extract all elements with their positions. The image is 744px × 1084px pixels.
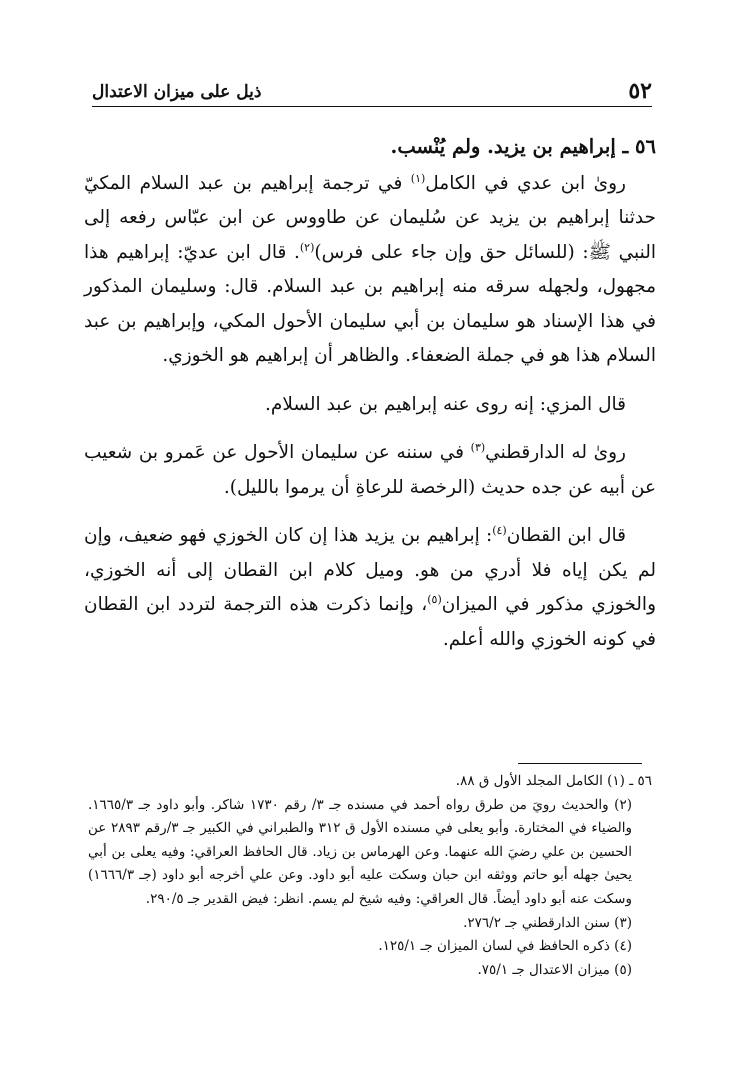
text-run: روىٰ ابن عدي في الكامل	[425, 172, 626, 194]
footnote-ref: (٤)	[492, 523, 507, 537]
text-run: قال المزي: إنه روى عنه إبراهيم بن عبد السلام.	[265, 393, 626, 415]
text-run: في سننه عن سليمان الأحول عن عَمرو بن شعيب عن أبيه عن جده حديث (الرخصة للرعاةِ أن يرموا بالليل).	[84, 442, 656, 498]
page-number: ٥٢	[628, 78, 652, 104]
footnote-ref: (٢)	[299, 240, 315, 254]
paragraph-2	[84, 388, 656, 423]
footnotes	[88, 770, 652, 982]
running-title: ذيل على ميزان الاعتدال	[92, 82, 262, 102]
footnote-3: (٣) سنن الدارقطني جـ ٢٧٦/٢.	[463, 914, 632, 931]
page-header	[92, 72, 652, 107]
footnote-5: (٥) ميزان الاعتدال جـ ٧٥/١.	[477, 961, 632, 978]
text-run: . قال ابن عديّ: إبراهيم هذا مجهول، ولجهله سرقه منه إبراهيم بن عبد السلام. قال: وسليمان المذكور في هذا الإسناد هو سليمان بن أبي سليمان الأحول المكي، وإبراهيم بن عبد السلام هذا هو في جملة الضعفاء. والظاهر أن إبراهيم هو الخوزي.	[84, 241, 656, 366]
footnote-4: (٤) ذكره الحافظ في لسان الميزان جـ ١٢٥/١.	[378, 938, 632, 955]
text-run: ، وإنما ذكرت هذه الترجمة لتردد ابن القطان في كونه الخوزي والله أعلم.	[84, 594, 656, 650]
footnote-ref: (٥)	[427, 592, 442, 606]
entry-title: ٥٦ ـ إبراهيم بن يزيد. ولم يُنْسب.	[390, 135, 656, 158]
text-run: في ترجمة إبراهيم بن عبد السلام المكيّ حدثنا إبراهيم بن يزيد عن سُليمان عن طاووس عن ابن عبّاس رفعه إلى النبي ﷺ: (للسائل حق وإن جاء على فرس)	[84, 172, 656, 263]
footnote-1: ٥٦ ـ (١) الكامل المجلد الأول ق ٨٨.	[455, 773, 652, 789]
paragraph-1	[84, 167, 656, 374]
paragraph-3	[84, 436, 656, 505]
text-run: : إبراهيم بن يزيد هذا إن كان الخوزي فهو ضعيف، وإن لم يكن إياه فلا أدري من هو. وميل كلام ابن القطان إلى أنه الخوزي، والخوزي مذكور في الميزان	[84, 525, 656, 615]
footnote-ref: (٣)	[470, 440, 486, 454]
footnote-2: (٢) والحديث رويَ من طرق رواه أحمد في مسنده جـ ٣/ رقم ١٧٣٠ شاكر. وأبو داود جـ ١٦٦٥/٣. والضياء في المختارة. وأبو يعلى في مسنده الأول ق ٣١٢ والطبراني في الكبير جـ ٣/رقم ٢٨٩٣ عن الحسين بن علي رضيَ الله عنهما. وعن الهرماس بن زياد. قال الحافظ العراقي: وفيه يعلى بن أبي يحيىٰ جهله أبو حاتم ووثقه ابن حبان وسكت عليه أبو داود. وعن علي أخرجه أبو داود (جـ ١٦٦٦/٣) وسكت عنه أبو داود أيضاً. قال العراقي: وفيه شيخ لم يسم. انظر: فيض القدير جـ ٢٩٠/٥.	[88, 796, 633, 907]
paragraph-4	[84, 519, 656, 657]
text-run: قال ابن القطان	[506, 525, 626, 546]
text-run: روىٰ له الدارقطني	[485, 442, 626, 463]
footnote-divider	[518, 763, 642, 764]
main-text	[84, 130, 656, 671]
footnote-ref: (١)	[410, 171, 426, 185]
